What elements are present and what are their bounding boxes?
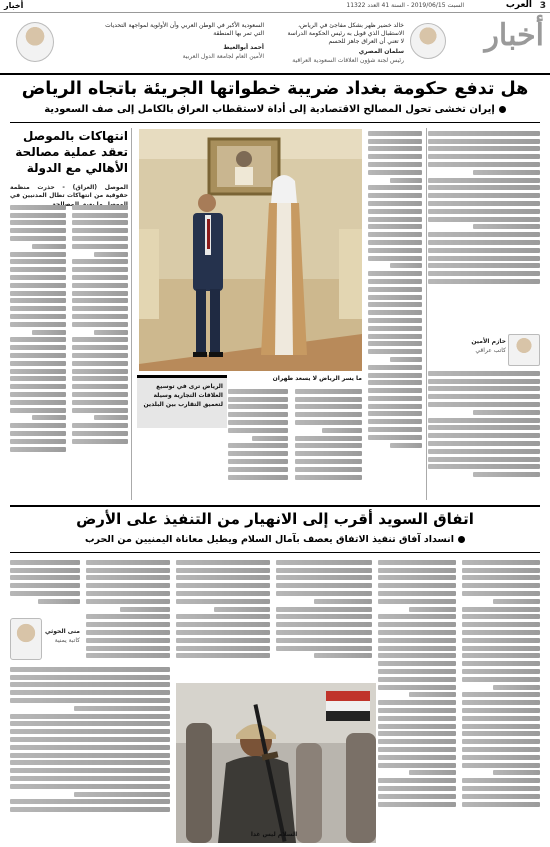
story1-photo-caption: ما يسر الرياض لا يسعد طهران bbox=[272, 375, 362, 382]
masthead-logo: العرب bbox=[505, 0, 532, 10]
columnist-photo bbox=[10, 618, 42, 660]
page-header bbox=[0, 13, 550, 75]
teaser-right-name: سلمان المصري bbox=[358, 48, 404, 55]
sidebar-column-a bbox=[10, 202, 66, 500]
divider bbox=[10, 552, 540, 553]
story2-column-1 bbox=[462, 557, 540, 841]
sidebar-lead: الموصل (العراق) - حذرت منظمة حقوقية من انتهاكات تطال المدنيين في bbox=[10, 184, 128, 200]
page-number: 3 bbox=[539, 1, 546, 11]
story1-column-2 bbox=[368, 128, 422, 500]
story2-column-7 bbox=[10, 664, 170, 842]
story2-subhead bbox=[10, 534, 540, 545]
story2-photo bbox=[176, 683, 376, 843]
story1-subhead bbox=[10, 104, 540, 115]
sidebar-column-b bbox=[72, 202, 128, 500]
top-strip bbox=[0, 0, 550, 13]
story2-subhead-text: انسداد آفاق تنفيذ الاتفاق يعصف بآمال السلام ويطيل معاناة اليمنيين من الحرب bbox=[84, 534, 454, 545]
columnist-role: كاتبة يمنية bbox=[54, 637, 80, 644]
bullet-icon bbox=[499, 106, 506, 113]
teaser-right-role: رئيس لجنة شؤون العلاقات السعودية العراقية bbox=[292, 57, 404, 64]
divider bbox=[10, 122, 540, 123]
sidebar-headline: انتهاكات بالموصل تعقد عملية مصالحة الأهالي مع الدولة bbox=[15, 129, 128, 175]
pull-quote-text: الرياض ترى في توسيع العلاقات التجارية وسيلة لتعميق التقارب بين البلدين bbox=[143, 383, 223, 408]
byline-name: حازم الأمين bbox=[471, 338, 506, 345]
story1-photo bbox=[139, 129, 362, 371]
teaser-left-role: الأمين العام لجامعة الدول العربية bbox=[182, 53, 264, 60]
story2-headline: اتفاق السويد أقرب إلى الانهيار من التنفيذ على الأرض bbox=[76, 510, 474, 528]
author-portrait-left bbox=[16, 22, 54, 62]
militia-photo bbox=[176, 683, 376, 843]
story1-column-4 bbox=[228, 386, 288, 500]
teaser-left-name: أحمد أبوالغيط bbox=[223, 44, 264, 51]
story1-headline: هل تدفع حكومة بغداد ضريبة خطواتها الجريئة باتجاه الرياض bbox=[21, 79, 529, 99]
story1-column-1b bbox=[428, 368, 540, 502]
story2-photo-caption: السلام ليس غدا bbox=[250, 831, 298, 838]
author-portrait-right bbox=[410, 23, 446, 59]
story2-column-2 bbox=[378, 557, 456, 841]
column-divider bbox=[426, 128, 427, 500]
byline-role: كاتب عراقي bbox=[475, 347, 506, 354]
teaser-right: خالد خضير ظهر بشكل مفاجئ في الرياض، الاستقبال الذي قوبل به رئيس الحكومة الدراسة لا تعني أن العراق جاهز للحسم bbox=[287, 22, 404, 45]
sidebar-divider bbox=[131, 128, 132, 500]
teaser-left: السعودية الأكبر في الوطن العربي وأن الأولوية لمواجهة التحديات التي تمر بها المنطقة bbox=[105, 22, 264, 37]
story1-subhead-text: إيران تخشى تحول المصالح الاقتصادية إلى أداة لاستقطاب العراق بالكامل إلى صف السعودية bbox=[44, 104, 495, 115]
story1-column-1 bbox=[428, 128, 540, 330]
columnist-name: منى الحوثي bbox=[44, 628, 80, 635]
section-divider bbox=[10, 505, 540, 507]
section-tag: أخبار bbox=[4, 1, 24, 10]
story2-column-5 bbox=[10, 557, 80, 613]
story2-column-3 bbox=[276, 557, 372, 679]
story2-column-4 bbox=[176, 557, 270, 679]
byline-photo bbox=[508, 334, 540, 366]
section-title: أخبار bbox=[484, 18, 544, 53]
issue-line: السبت 2019/06/15 - السنة 41 العدد 11322 bbox=[346, 2, 464, 9]
story1-column-3 bbox=[295, 386, 362, 500]
story2-column-6 bbox=[86, 557, 170, 679]
bullet-icon bbox=[458, 536, 465, 543]
meeting-photo bbox=[139, 129, 362, 371]
